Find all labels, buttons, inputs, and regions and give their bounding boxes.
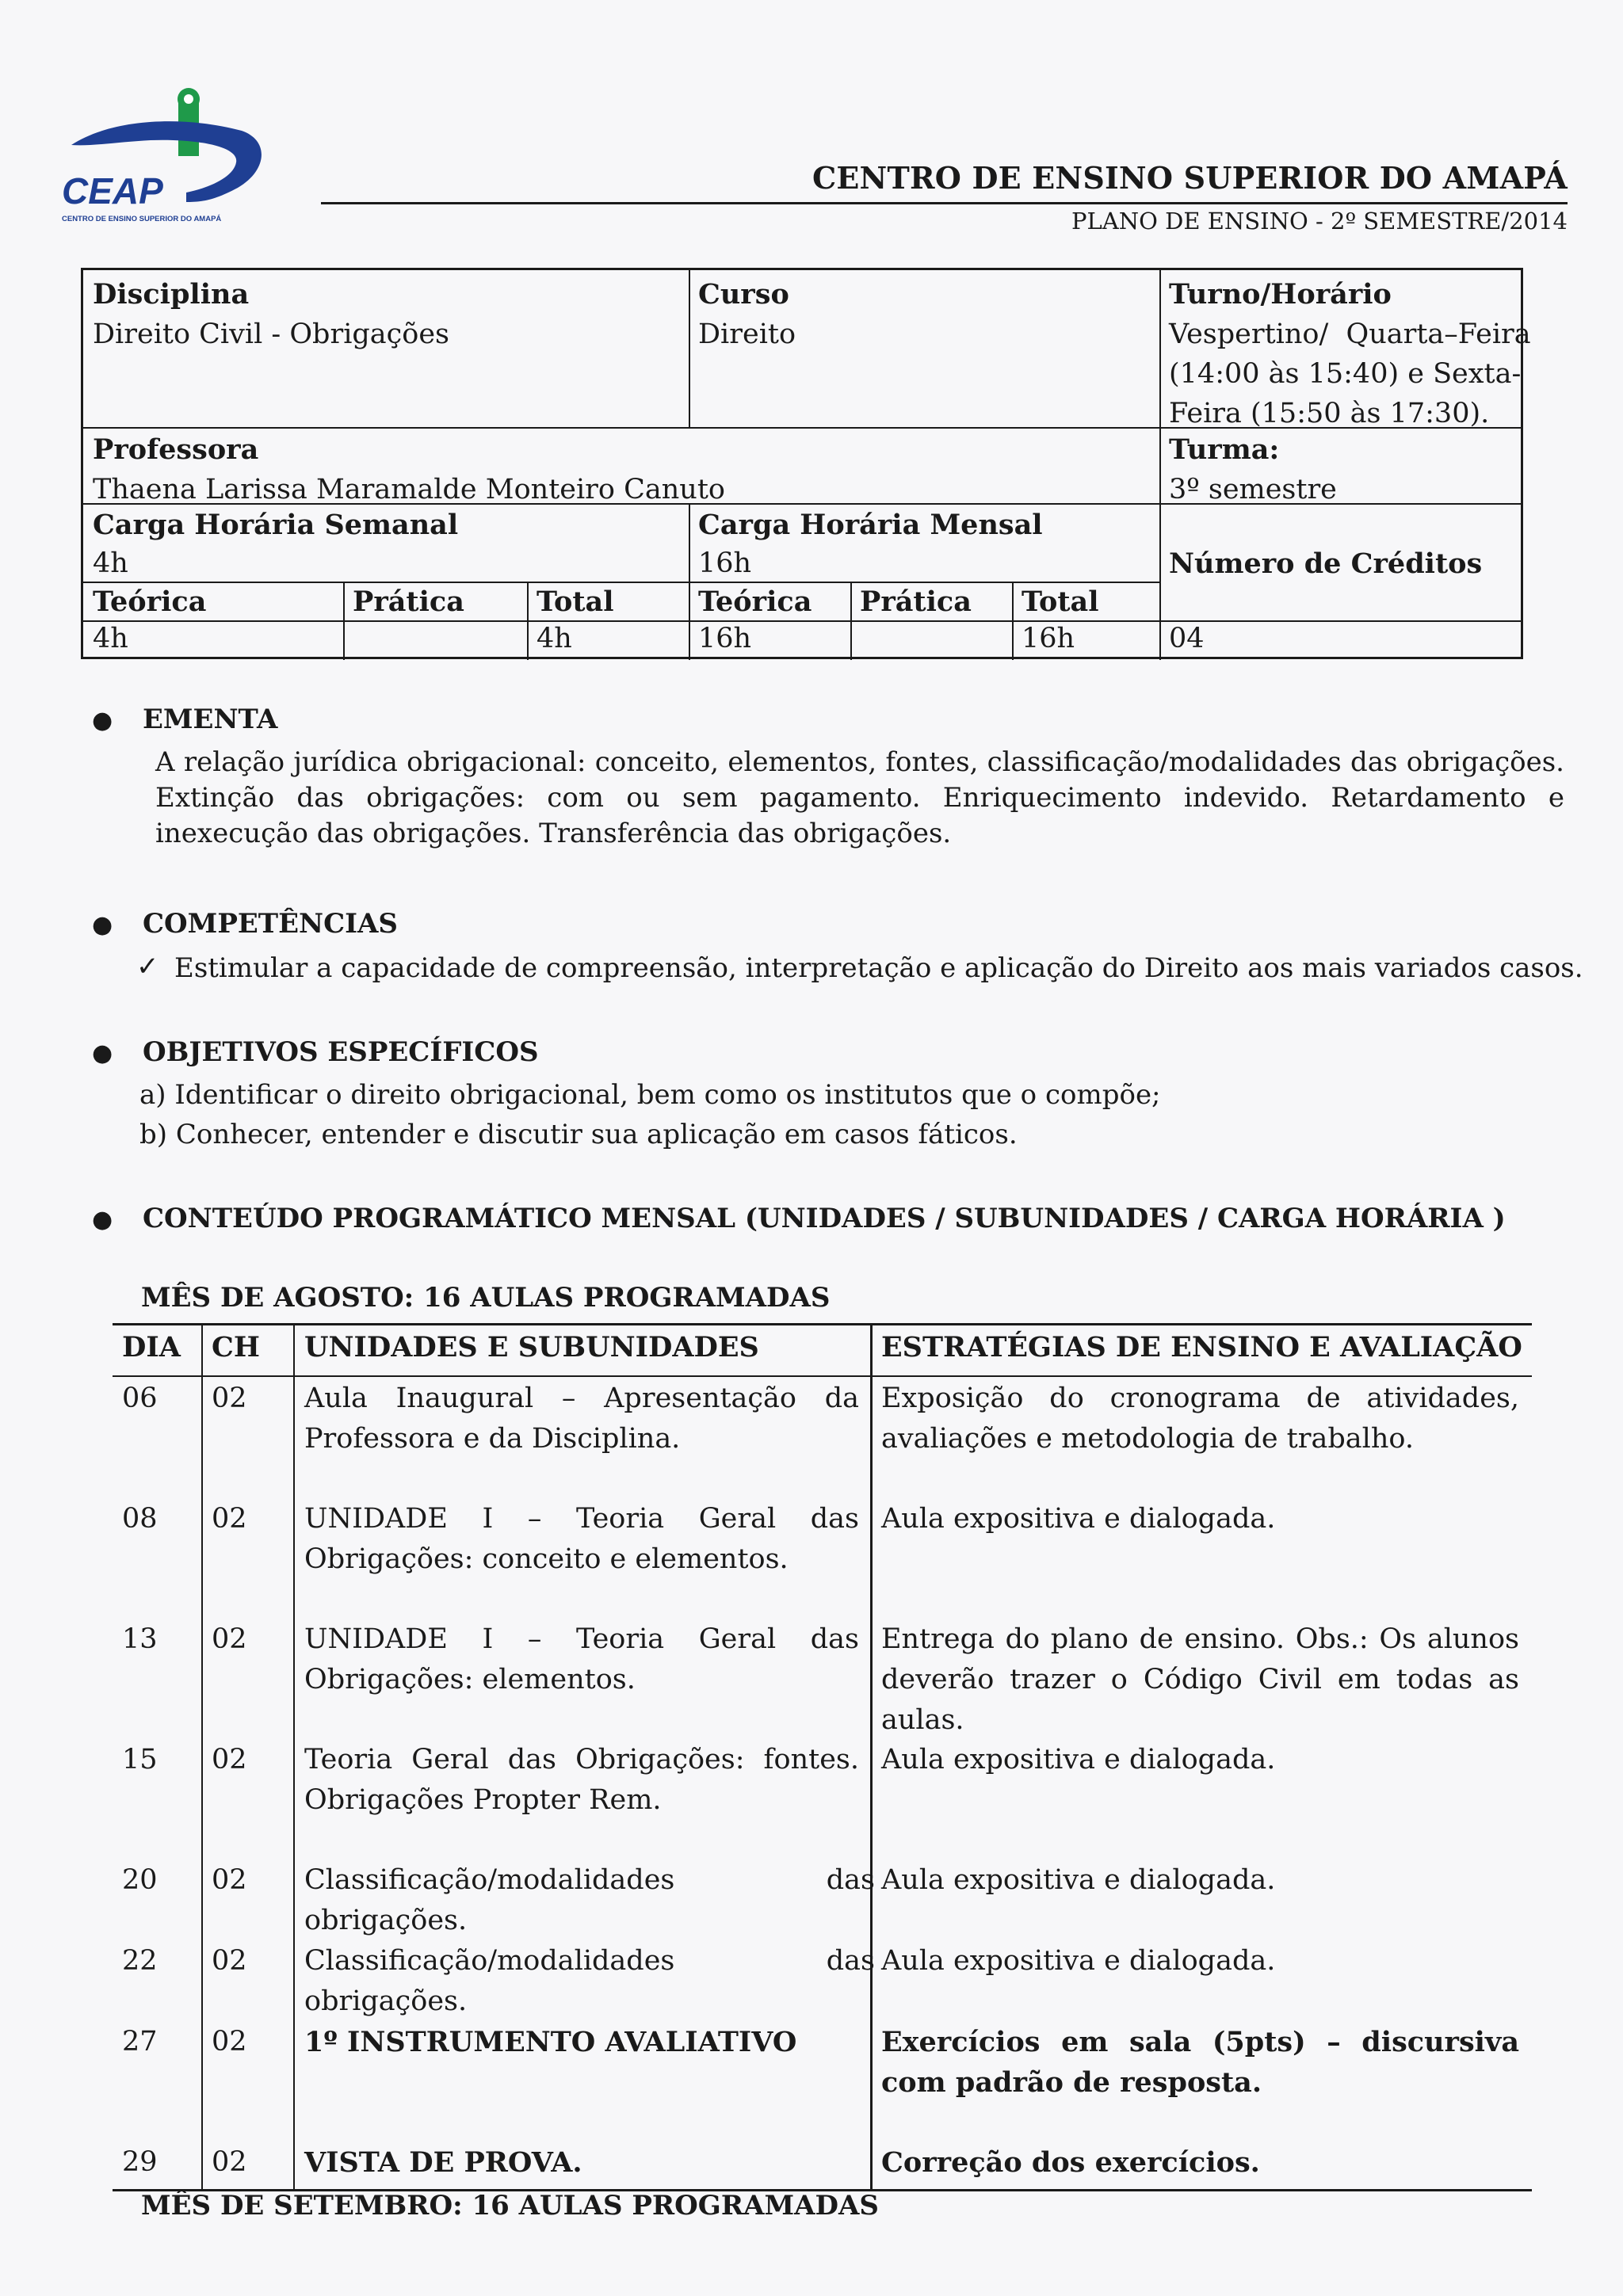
logo-text: CEAP xyxy=(62,170,163,212)
row-estrategia: Exercícios em sala (5pts) – discursiva com padrão de resposta. xyxy=(881,2026,1519,2099)
professora-value: Thaena Larissa Maramalde Monteiro Canuto xyxy=(93,474,725,505)
checkmark-icon: ✓ xyxy=(136,951,159,982)
teorica-mensal-header: Teórica xyxy=(698,585,812,618)
row-unidade: Aula Inaugural – Apresentação da Professora e da Disciplina. xyxy=(304,1383,859,1455)
row-ch: 02 xyxy=(212,2146,247,2178)
row-estrategia: Correção dos exercícios. xyxy=(881,2146,1260,2179)
row-unidade: UNIDADE I – Teoria Geral das Obrigações: elementos. xyxy=(304,1623,859,1695)
institution-title: CENTRO DE ENSINO SUPERIOR DO AMAPÁ xyxy=(812,160,1568,196)
teorica-mensal-value: 16h xyxy=(698,623,752,654)
row-ch: 02 xyxy=(212,1744,247,1775)
row-dia: 27 xyxy=(122,2026,158,2058)
turno-line-1: Vespertino/ Quarta–Feira xyxy=(1169,318,1531,350)
ch-semanal-value: 4h xyxy=(93,547,128,579)
disciplina-value: Direito Civil - Obrigações xyxy=(93,318,450,350)
row-estrategia: Aula expositiva e dialogada. xyxy=(881,1864,1276,1896)
teorica-semanal-value: 4h xyxy=(93,623,128,654)
turma-value: 3º semestre xyxy=(1169,474,1337,505)
objetivos-title: OBJETIVOS ESPECÍFICOS xyxy=(143,1036,539,1068)
logo-caption: CENTRO DE ENSINO SUPERIOR DO AMAPÁ xyxy=(62,215,222,223)
creditos-label: Número de Créditos xyxy=(1169,547,1483,580)
row-dia: 06 xyxy=(122,1383,158,1414)
header-rule xyxy=(321,202,1568,204)
row-ch: 02 xyxy=(212,1623,247,1655)
curso-value: Direito xyxy=(698,318,796,350)
ch-semanal-cell xyxy=(83,502,689,587)
row-ch: 02 xyxy=(212,2026,247,2058)
ch-mensal-value: 16h xyxy=(698,547,752,579)
col-unidades-header: UNIDADES E SUBUNIDADES xyxy=(304,1331,759,1363)
row-dia: 13 xyxy=(122,1623,158,1655)
col-dia-header: DIA xyxy=(122,1331,181,1363)
ementa-text: A relação jurídica obrigacional: conceito, elementos, fontes, classificação/modalidades das obrigações. Extinção das obrigações: com ou sem pagamento. Enriquecimento indevido. Retardamento e inexecução das obrigações. Transferência das obrigações. xyxy=(155,746,1564,849)
teorica-semanal-header: Teórica xyxy=(93,585,207,618)
bullet-icon: ● xyxy=(92,911,113,939)
row-dia: 22 xyxy=(122,1945,158,1977)
month-agosto-title: MÊS DE AGOSTO: 16 AULAS PROGRAMADAS xyxy=(141,1282,831,1314)
total-semanal-value: 4h xyxy=(537,623,572,654)
turno-label: Turno/Horário xyxy=(1169,278,1392,311)
col-ch-header: CH xyxy=(212,1331,260,1363)
month-setembro-title: MÊS DE SETEMBRO: 16 AULAS PROGRAMADAS xyxy=(141,2190,879,2222)
total-mensal-header: Total xyxy=(1022,585,1099,618)
turno-line-2: (14:00 às 15:40) e Sexta- xyxy=(1169,358,1522,390)
row-estrategia: Exposição do cronograma de atividades, avaliações e metodologia de trabalho. xyxy=(881,1383,1519,1455)
row-unidade: Classificação/modalidades das obrigações. xyxy=(304,1945,875,2017)
row-dia: 08 xyxy=(122,1503,158,1535)
schedule-table xyxy=(113,1323,1532,2191)
professora-label: Professora xyxy=(93,433,259,466)
bullet-icon: ● xyxy=(92,1206,113,1234)
turno-line-3: Feira (15:50 às 17:30). xyxy=(1169,398,1490,429)
ch-mensal-label: Carga Horária Mensal xyxy=(698,509,1043,541)
ceap-logo xyxy=(55,83,269,234)
total-mensal-value: 16h xyxy=(1022,623,1075,654)
plan-subtitle: PLANO DE ENSINO - 2º SEMESTRE/2014 xyxy=(1071,208,1568,235)
row-ch: 02 xyxy=(212,1383,247,1414)
pratica-semanal-header: Prática xyxy=(353,585,464,618)
turno-cell xyxy=(1159,270,1531,438)
turma-cell xyxy=(1159,425,1524,514)
ementa-title: EMENTA xyxy=(143,704,278,735)
row-dia: 15 xyxy=(122,1744,158,1775)
turma-label: Turma: xyxy=(1169,433,1280,466)
curso-label: Curso xyxy=(698,278,789,311)
competencias-item: Estimular a capacidade de compreensão, interpretação e aplicação do Direito aos mais variados casos. xyxy=(174,952,1583,984)
pratica-mensal-value xyxy=(850,614,869,624)
row-unidade: Teoria Geral das Obrigações: fontes. Obrigações Propter Rem. xyxy=(304,1744,859,1816)
objetivo-a: a) Identificar o direito obrigacional, bem como os institutos que o compõe; xyxy=(139,1079,1161,1111)
conteudo-title: CONTEÚDO PROGRAMÁTICO MENSAL (UNIDADES / SUBUNIDADES / CARGA HORÁRIA ) xyxy=(143,1203,1506,1234)
competencias-title: COMPETÊNCIAS xyxy=(143,908,398,940)
row-unidade: VISTA DE PROVA. xyxy=(304,2146,582,2179)
curso-cell xyxy=(689,270,1159,359)
pratica-semanal-value xyxy=(343,614,362,624)
col-estrategias-header: ESTRATÉGIAS DE ENSINO E AVALIAÇÃO xyxy=(881,1331,1522,1363)
row-ch: 02 xyxy=(212,1503,247,1535)
disciplina-label: Disciplina xyxy=(93,278,250,311)
pratica-mensal-header: Prática xyxy=(860,585,972,618)
ch-mensal-cell xyxy=(689,502,1159,587)
disciplina-cell xyxy=(83,270,689,359)
creditos-value: 04 xyxy=(1169,623,1205,654)
row-dia: 29 xyxy=(122,2146,158,2178)
row-estrategia: Entrega do plano de ensino. Obs.: Os alunos deverão trazer o Código Civil em todas as aulas. xyxy=(881,1623,1519,1736)
total-semanal-header: Total xyxy=(537,585,614,618)
row-dia: 20 xyxy=(122,1864,158,1896)
objetivo-b: b) Conhecer, entender e discutir sua aplicação em casos fáticos. xyxy=(139,1119,1018,1150)
bullet-icon: ● xyxy=(92,707,113,734)
course-info-table xyxy=(81,268,1531,659)
row-estrategia: Aula expositiva e dialogada. xyxy=(881,1503,1276,1535)
row-estrategia: Aula expositiva e dialogada. xyxy=(881,1744,1276,1775)
ch-semanal-label: Carga Horária Semanal xyxy=(93,509,459,541)
row-unidade: 1º INSTRUMENTO AVALIATIVO xyxy=(304,2026,797,2058)
row-estrategia: Aula expositiva e dialogada. xyxy=(881,1945,1276,1977)
row-unidade: Classificação/modalidades das obrigações. xyxy=(304,1864,875,1936)
row-ch: 02 xyxy=(212,1945,247,1977)
row-ch: 02 xyxy=(212,1864,247,1896)
row-unidade: UNIDADE I – Teoria Geral das Obrigações: conceito e elementos. xyxy=(304,1503,859,1575)
bullet-icon: ● xyxy=(92,1039,113,1067)
